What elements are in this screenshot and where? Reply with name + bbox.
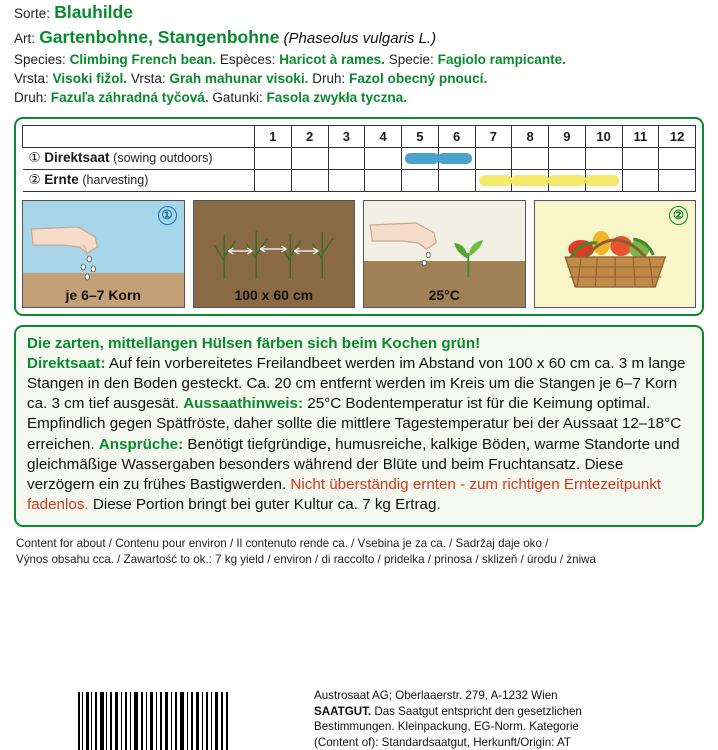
company-address	[314, 688, 714, 750]
cal-cell-bar	[512, 169, 549, 191]
month-header: 3	[328, 125, 365, 147]
calendar-row-sowing	[23, 147, 696, 169]
sowing-bar-segment	[405, 153, 439, 164]
aussaathinweis-term: Aussaathinweis:	[183, 395, 304, 413]
temperature-panel	[363, 200, 526, 308]
content-note-line2: Výnos obsahu cca. / Zawartość to ok.: 7 kg yield / environ / di raccolto / pridelka / prinosa / sklizeň / úrodu / żniwa	[16, 553, 596, 567]
panel-badge-4: ②	[669, 206, 688, 225]
druh-label: Druh:	[312, 70, 346, 86]
especes-value: Haricot à rames.	[279, 51, 385, 67]
month-header: 8	[512, 125, 549, 147]
cultivation-description	[14, 325, 704, 527]
month-header: 12	[659, 125, 696, 147]
vrsta2-label: Vrsta:	[130, 70, 166, 86]
illustration-panels	[22, 200, 696, 308]
packet-footer	[14, 688, 704, 750]
vrsta-value: Visoki fižol.	[52, 70, 128, 86]
cal-cell	[622, 147, 659, 169]
seed-legal-line4: (Content of): Standardsaatgut, Herkunft/Origin: AT	[314, 735, 571, 749]
yield-text: Diese Portion bringt bei guter Kultur ca. 7 kg Ertrag.	[88, 496, 441, 514]
barcode	[78, 692, 228, 750]
cal-cell	[438, 169, 475, 191]
harvest-row-label	[23, 169, 255, 191]
sowing-calendar-table	[22, 125, 696, 192]
cal-cell	[402, 169, 439, 191]
harvest-bar-segment	[479, 175, 513, 186]
species-value: Climbing French bean.	[69, 51, 217, 67]
month-header: 4	[365, 125, 402, 147]
cal-cell	[291, 147, 328, 169]
vrsta2-value: Grah mahunar visoki.	[169, 70, 309, 86]
vrsta-label: Vrsta:	[14, 70, 49, 86]
seed-legal-line	[314, 704, 714, 719]
cal-cell	[365, 147, 402, 169]
spacing-panel	[193, 200, 356, 308]
content-note	[14, 536, 704, 570]
description-headline: Die zarten, mittellangen Hülsen färben sich beim Kochen grün!	[27, 334, 481, 352]
cal-cell-bar	[438, 147, 475, 169]
cal-cell	[255, 147, 292, 169]
species-label: Species:	[14, 51, 66, 67]
month-header: 5	[402, 125, 439, 147]
druh2-value: Fazuľa záhradná tyčová.	[50, 90, 209, 106]
gatunki-value: Fasola zwykła tyczna.	[266, 90, 408, 106]
sowing-depth-panel	[22, 200, 185, 308]
cal-cell-bar	[475, 169, 512, 191]
seed-legal-line3: Bestimmungen. Kleinpackung, EG-Norm. Kategorie	[314, 720, 579, 734]
seed-legal-text: Das Saatgut entspricht den gesetzlichen	[371, 704, 582, 718]
company-name-line: Austrosaat AG; Oberlaaerstr. 279, A-1232 Wien	[314, 689, 558, 703]
sowing-calendar-box	[14, 117, 704, 316]
harvest-basket-panel	[534, 200, 697, 308]
month-header: 9	[549, 125, 586, 147]
harvest-bar-segment	[585, 175, 619, 186]
sowing-circle-num: ①	[28, 150, 41, 166]
description-text	[27, 334, 691, 516]
anspruche-term: Ansprüche:	[98, 435, 184, 453]
month-header: 6	[438, 125, 475, 147]
cal-cell	[291, 169, 328, 191]
harvest-row-paren: (harvesting)	[82, 173, 149, 188]
cal-cell	[328, 147, 365, 169]
month-header: 7	[475, 125, 512, 147]
panel-caption-2: 100 x 60 cm	[234, 286, 314, 303]
druh2-label: Druh:	[14, 90, 48, 106]
calendar-row-harvest	[23, 169, 696, 191]
sorte-row	[14, 0, 704, 25]
panel-caption-3: 25°C	[428, 286, 460, 303]
sorte-label: Sorte:	[14, 6, 51, 21]
panel-badge-1: ①	[158, 206, 177, 225]
gatunki-label: Gatunki:	[212, 90, 263, 106]
saatgut-label: SAATGUT.	[314, 704, 372, 718]
direktsaat-term: Direktsaat:	[27, 354, 106, 372]
harvest-bar-segment	[511, 175, 549, 186]
variety-names-block	[14, 0, 704, 108]
art-row	[14, 25, 704, 50]
druh-row	[14, 88, 704, 107]
cal-cell-bar	[549, 169, 586, 191]
cal-cell	[659, 169, 696, 191]
month-header: 11	[622, 125, 659, 147]
especes-label: Espèces:	[219, 51, 276, 67]
harvest-warning: Nicht überständig ernten - zum richtigen Erntezeitpunkt fadenlos.	[27, 476, 662, 514]
specie-label: Specie:	[388, 51, 434, 67]
panel-caption-1: je 6–7 Korn	[65, 286, 141, 303]
sorte-value: Blauhilde	[54, 2, 133, 22]
sowing-row-paren: (sowing outdoors)	[113, 151, 213, 166]
calendar-header-row	[23, 125, 696, 147]
direktsaat-text: Auf fein vorbereitetes Freilandbeet werden im Abstand von 100 x 60 cm ca. 3 m lange Stangen in den Boden gesteckt. Ca. 20 cm entfernt werden im Kreis um die Stangen je 6–7 Korn ca. 3 cm tief ausgesät.	[27, 354, 686, 413]
sowing-row-name: Direktsaat	[44, 150, 110, 166]
cal-cell-bar	[402, 147, 439, 169]
calendar-corner	[23, 125, 255, 147]
art-value: Gartenbohne, Stangenbohne	[39, 26, 280, 47]
cal-cell	[365, 169, 402, 191]
sowing-row-label	[23, 147, 255, 169]
cal-cell	[255, 169, 292, 191]
species-row	[14, 50, 704, 69]
harvest-bar-segment	[548, 175, 586, 186]
sowing-bar-segment	[438, 153, 472, 164]
harvest-circle-num: ②	[28, 172, 41, 188]
month-header: 10	[585, 125, 622, 147]
cal-cell	[328, 169, 365, 191]
cal-cell	[512, 147, 549, 169]
cal-cell	[475, 147, 512, 169]
cal-cell	[585, 147, 622, 169]
cal-cell	[549, 147, 586, 169]
anspruche-text: Benötigt tiefgründige, humusreiche, kalkige Böden, warme Standorte und gleichmäßige Wassergaben besonders während der Blüte und beim Fruchtansatz. Diese verzögern ein zu frühes Bastigwerden.	[27, 435, 680, 494]
druh-value: Fazol obecný pnoucí.	[349, 70, 488, 86]
month-header: 2	[291, 125, 328, 147]
harvest-row-name: Ernte	[44, 172, 79, 188]
vrsta-row	[14, 69, 704, 88]
specie-value: Fagiolo rampicante.	[437, 51, 566, 67]
art-latin: (Phaseolus vulgaris L.)	[283, 29, 437, 47]
cal-cell	[622, 169, 659, 191]
art-label: Art:	[14, 30, 36, 46]
content-note-line1: Content for about / Contenu pour environ / Il contenuto rende ca. / Vsebina je za ca. / Sadržaj daje oko /	[16, 536, 549, 550]
cal-cell-bar	[585, 169, 622, 191]
month-header: 1	[255, 125, 292, 147]
aussaathinweis-text: 25°C Bodentemperatur ist für die Keimung optimal. Empfindlich gegen Spätfröste, daher sollte die mittlere Tagestemperatur bei der Aussaat 12–18°C erreichen.	[27, 395, 682, 453]
cal-cell	[659, 147, 696, 169]
